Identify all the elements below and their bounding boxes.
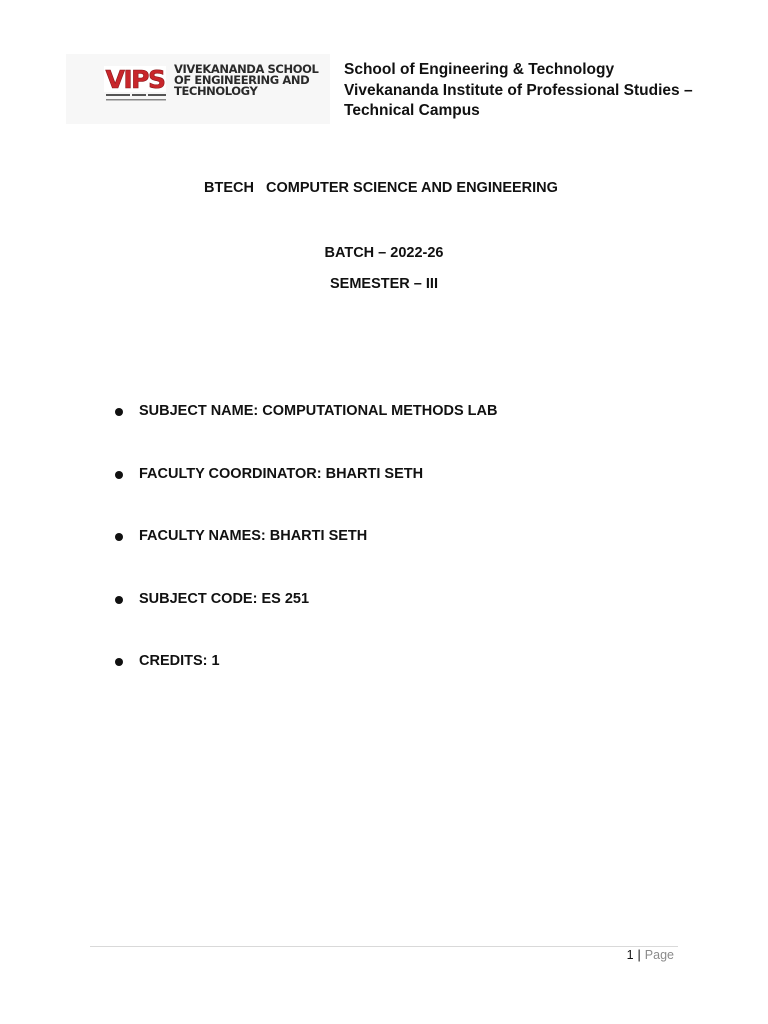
faculty-coordinator-text: FACULTY COORDINATOR: BHARTI SETH xyxy=(139,465,424,482)
page-footer xyxy=(627,948,674,962)
subject-code-text: SUBJECT CODE: ES 251 xyxy=(139,590,310,607)
program-title: BTECH COMPUTER SCIENCE AND ENGINEERING xyxy=(204,180,558,196)
vips-logo-mark xyxy=(104,66,166,92)
vips-logo-letters: VIPS xyxy=(105,66,165,92)
header-line-3: Technical Campus xyxy=(344,102,480,119)
semester-label: SEMESTER – III xyxy=(330,276,438,292)
subject-name-text: SUBJECT NAME: COMPUTATIONAL METHODS LAB xyxy=(139,403,498,419)
footer-divider xyxy=(90,946,678,947)
header-institution-title xyxy=(344,60,693,122)
logo-tagline-script xyxy=(104,90,170,100)
bullet-icon xyxy=(115,471,123,479)
bullet-icon xyxy=(115,658,123,666)
header-line-2: Vivekananda Institute of Professional Studies – xyxy=(344,81,693,99)
footer-separator: | xyxy=(637,948,641,962)
logo-name-line-2: OF ENGINEERING AND xyxy=(174,73,310,87)
faculty-names-text: FACULTY NAMES: BHARTI SETH xyxy=(139,528,368,544)
logo-name-line-3: TECHNOLOGY xyxy=(174,84,258,98)
bullet-icon xyxy=(115,596,123,604)
page-number: 1 xyxy=(626,948,634,962)
logo-name-line-1: VIVEKANANDA SCHOOL xyxy=(174,62,319,76)
header-line-1: School of Engineering & Technology xyxy=(344,61,615,78)
batch-label: BATCH – 2022-26 xyxy=(324,245,444,261)
bullet-icon xyxy=(115,408,123,416)
logo-institution-name xyxy=(174,64,318,97)
bullet-icon xyxy=(115,533,123,541)
page-word: Page xyxy=(644,948,674,962)
credits-text: CREDITS: 1 xyxy=(139,653,220,669)
